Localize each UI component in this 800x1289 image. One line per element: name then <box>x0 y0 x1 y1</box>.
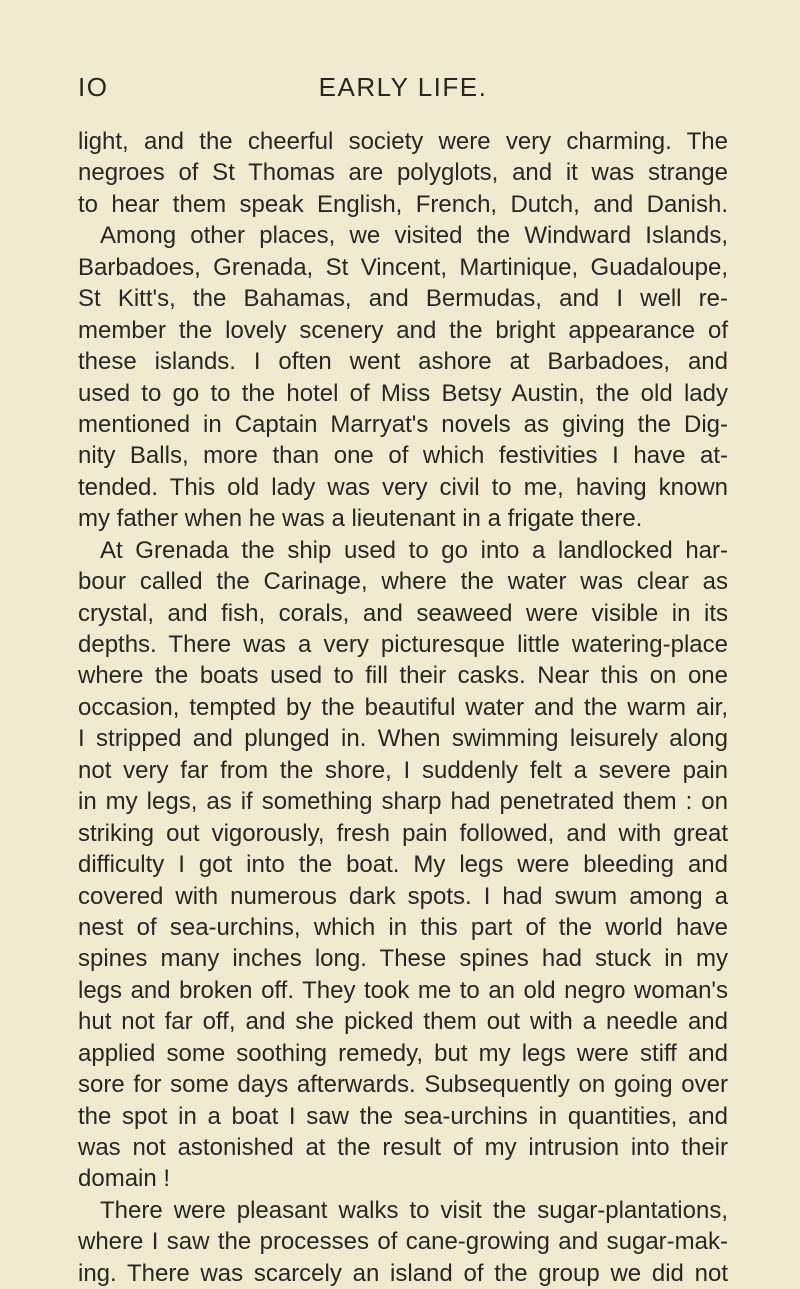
text-line: hut not far off, and she picked them out with a needle and <box>78 1008 728 1036</box>
text-line: difficulty I got into the boat. My legs were bleeding and <box>78 851 728 879</box>
text-line: occasion, tempted by the beautiful water and the warm air, <box>78 693 728 721</box>
text-line: depths. There was a very picturesque little watering-place <box>78 631 728 658</box>
text-line: striking out vigorously, fresh pain followed, and with great <box>78 819 728 847</box>
text-line: in my legs, as if something sharp had penetrated them : on <box>78 788 728 816</box>
text-line: the spot in a boat I saw the sea-urchins in quantities, and <box>78 1102 728 1130</box>
text-line: negroes of St Thomas are polyglots, and it was strange <box>78 159 728 187</box>
text-line: where the boats used to fill their casks. Near this on one <box>78 662 728 690</box>
running-title: EARLY LIFE. <box>318 72 488 102</box>
text-line: these islands. I often went ashore at Barbadoes, and <box>78 348 728 376</box>
text-line: light, and the cheerful society were very charming. The <box>78 128 728 155</box>
text-line: my father when he was a lieutenant in a frigate there. <box>78 505 643 533</box>
text-line: I stripped and plunged in. When swimming leisurely along <box>78 725 728 753</box>
text-line: legs and broken off. They took me to an old negro woman's <box>78 976 728 1004</box>
text-line: St Kitt's, the Bahamas, and Bermudas, and I well re- <box>78 285 728 313</box>
text-line: sore for some days afterwards. Subsequently on going over <box>78 1071 728 1099</box>
text-line: mentioned in Captain Marryat's novels as giving the Dig- <box>78 410 728 438</box>
text-line: where I saw the processes of cane-growing and sugar-mak- <box>78 1228 728 1256</box>
text-line: nest of sea-urchins, which in this part of the world have <box>78 913 728 941</box>
body-text <box>78 126 728 1289</box>
text-line: crystal, and fish, corals, and seaweed were visible in its <box>78 599 728 627</box>
text-line: nity Balls, more than one of which festivities I have at- <box>78 442 728 470</box>
text-line: Barbadoes, Grenada, St Vincent, Martinique, Guadaloupe, <box>78 253 728 281</box>
text-line: applied some soothing remedy, but my legs were stiff and <box>78 1039 728 1067</box>
text-line: was not astonished at the result of my intrusion into their <box>78 1134 728 1161</box>
text-line: There were pleasant walks to visit the sugar-plantations, <box>100 1196 728 1224</box>
text-line: not very far from the shore, I suddenly felt a severe pain <box>78 756 728 784</box>
text-line: ing. There was scarcely an island of the group we did not <box>78 1259 728 1287</box>
running-head <box>78 72 728 108</box>
text-line: member the lovely scenery and the bright appearance of <box>78 316 728 344</box>
page-number: IO <box>78 72 109 102</box>
text-line: At Grenada the ship used to go into a landlocked har- <box>100 536 728 564</box>
text-line: covered with numerous dark spots. I had swum among a <box>78 882 728 910</box>
text-line: tended. This old lady was very civil to me, having known <box>78 473 728 501</box>
text-line: used to go to the hotel of Miss Betsy Austin, the old lady <box>78 379 728 407</box>
text-line: spines many inches long. These spines had stuck in my <box>78 945 728 973</box>
text-line: bour called the Carinage, where the water was clear as <box>78 568 728 596</box>
text-line: to hear them speak English, French, Dutch, and Danish. <box>78 190 728 218</box>
text-line: domain ! <box>78 1165 171 1193</box>
text-line: Among other places, we visited the Windward Islands, <box>100 222 728 250</box>
